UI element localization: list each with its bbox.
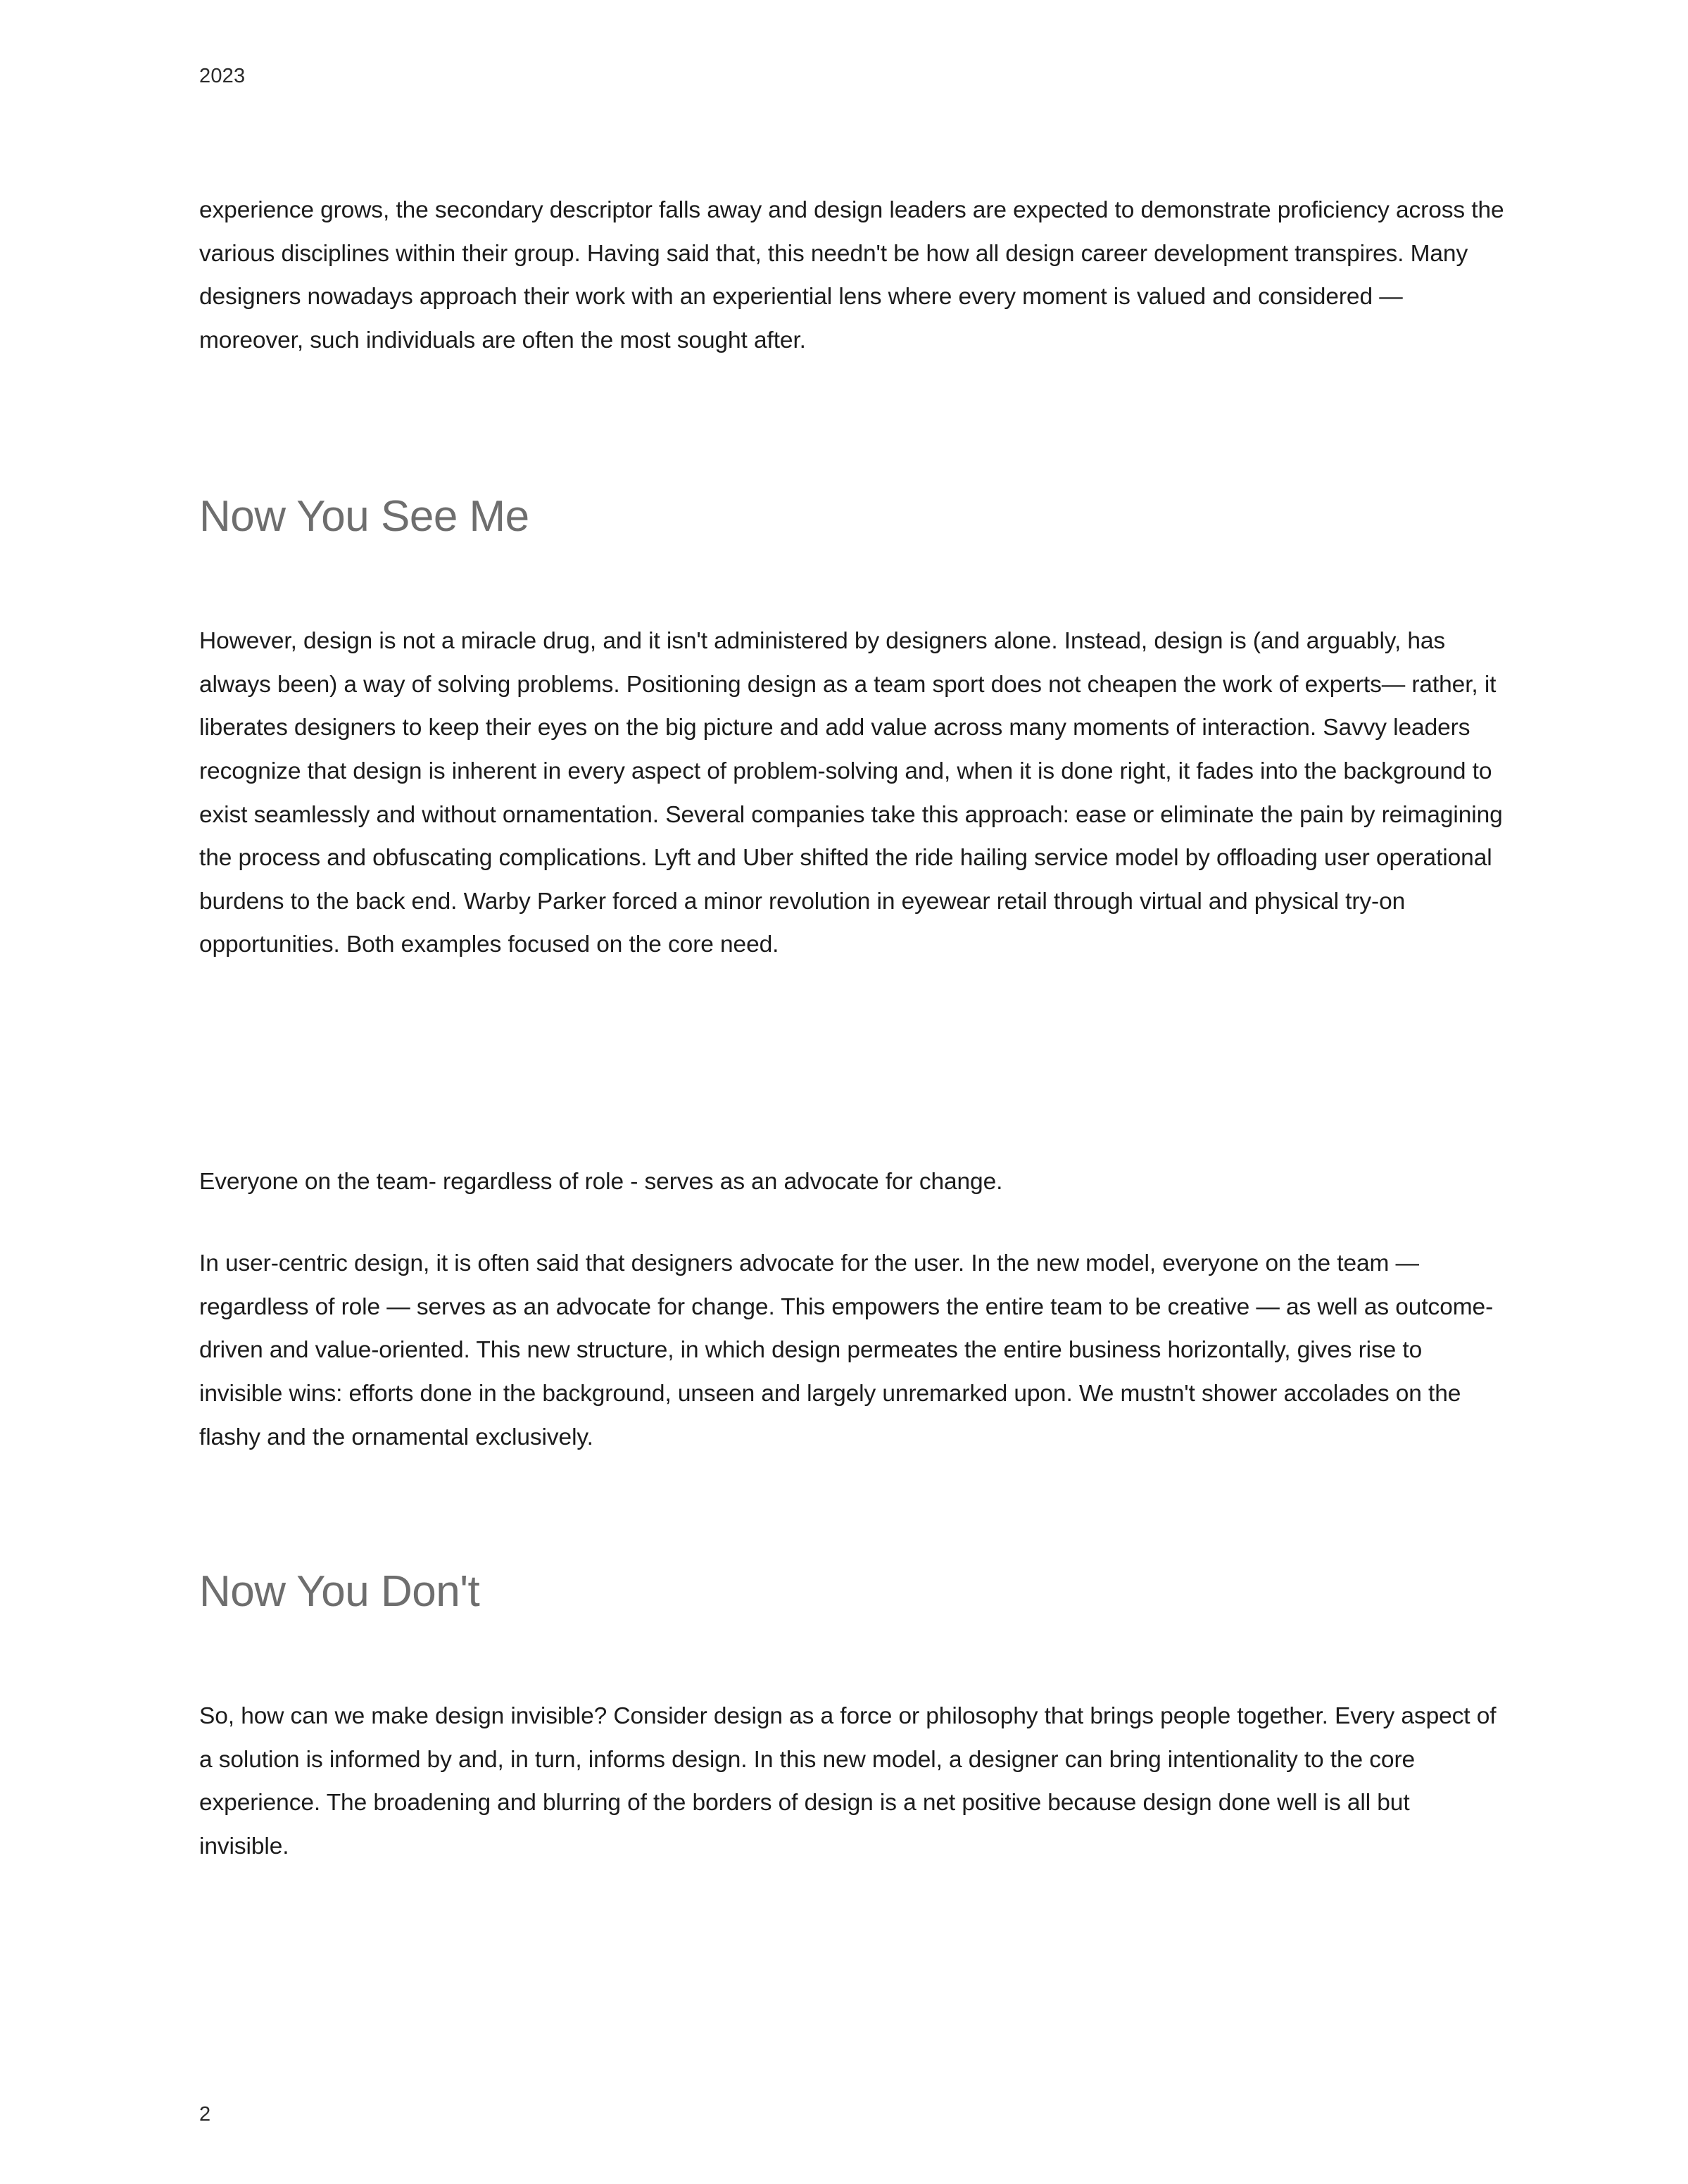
paragraph-block-2: [199, 620, 1505, 967]
section-heading-block-2: [199, 1564, 1505, 1619]
page-number: 2: [199, 2103, 211, 2126]
body-paragraph: However, design is not a miracle drug, and it isn't administered by designers alone. Instead, design is (and arguably, has always been) a way of solving problems. Positioning design as a team sport does not cheapen the work of experts— rather, it liberates designers to keep their eyes on the big picture and add value across many moments of interaction. Savvy leaders recognize that design is inherent in every aspect of problem-solving and, when it is done right, it fades into the background to exist seamlessly and without ornamentation. Several companies take this approach: ease or eliminate the pain by reimagining the process and obfuscating complications. Lyft and Uber shifted the ride hailing service model by offloading user operational burdens to the back end. Warby Parker forced a minor revolution in eyewear retail through virtual and physical try-on opportunities. Both examples focused on the core need.: [199, 628, 1503, 958]
paragraph-block-1: [199, 189, 1505, 363]
section-heading-now-you-dont: Now You Don't: [199, 1567, 480, 1616]
body-paragraph: experience grows, the secondary descriptor falls away and design leaders are expected to demonstrate proficiency across the various disciplines within their group. Having said that, this needn't be how all design career development transpires. Many designers nowadays approach their work with an experiential lens where every moment is valued and considered — moreover, such individuals are often the most sought after.: [199, 197, 1504, 353]
section-heading-block-1: [199, 489, 1505, 544]
body-paragraph: In user-centric design, it is often said that designers advocate for the user. In the new model, everyone on the team — regardless of role — serves as an advocate for change. This empowers the entire team to be creative — as well as outcome-driven and value-oriented. This new structure, in which design permeates the entire business horizontally, gives rise to invisible wins: efforts done in the background, unseen and largely unremarked upon. We mustn't shower accolades on the flashy and the ornamental exclusively.: [199, 1250, 1494, 1450]
body-paragraph: So, how can we make design invisible? Consider design as a force or philosophy that brings people together. Every aspect of a solution is informed by and, in turn, informs design. In this new model, a designer can bring intentionality to the core experience. The broadening and blurring of the borders of design is a net positive because design done well is all but invisible.: [199, 1703, 1497, 1859]
paragraph-block-4: [199, 1242, 1505, 1459]
body-paragraph-callout: Everyone on the team- regardless of role - serves as an advocate for change.: [199, 1169, 1003, 1195]
paragraph-block-5: [199, 1695, 1505, 1869]
paragraph-block-3: [199, 1160, 1505, 1204]
running-head-year: 2023: [199, 65, 246, 87]
section-heading-now-you-see-me: Now You See Me: [199, 492, 529, 541]
